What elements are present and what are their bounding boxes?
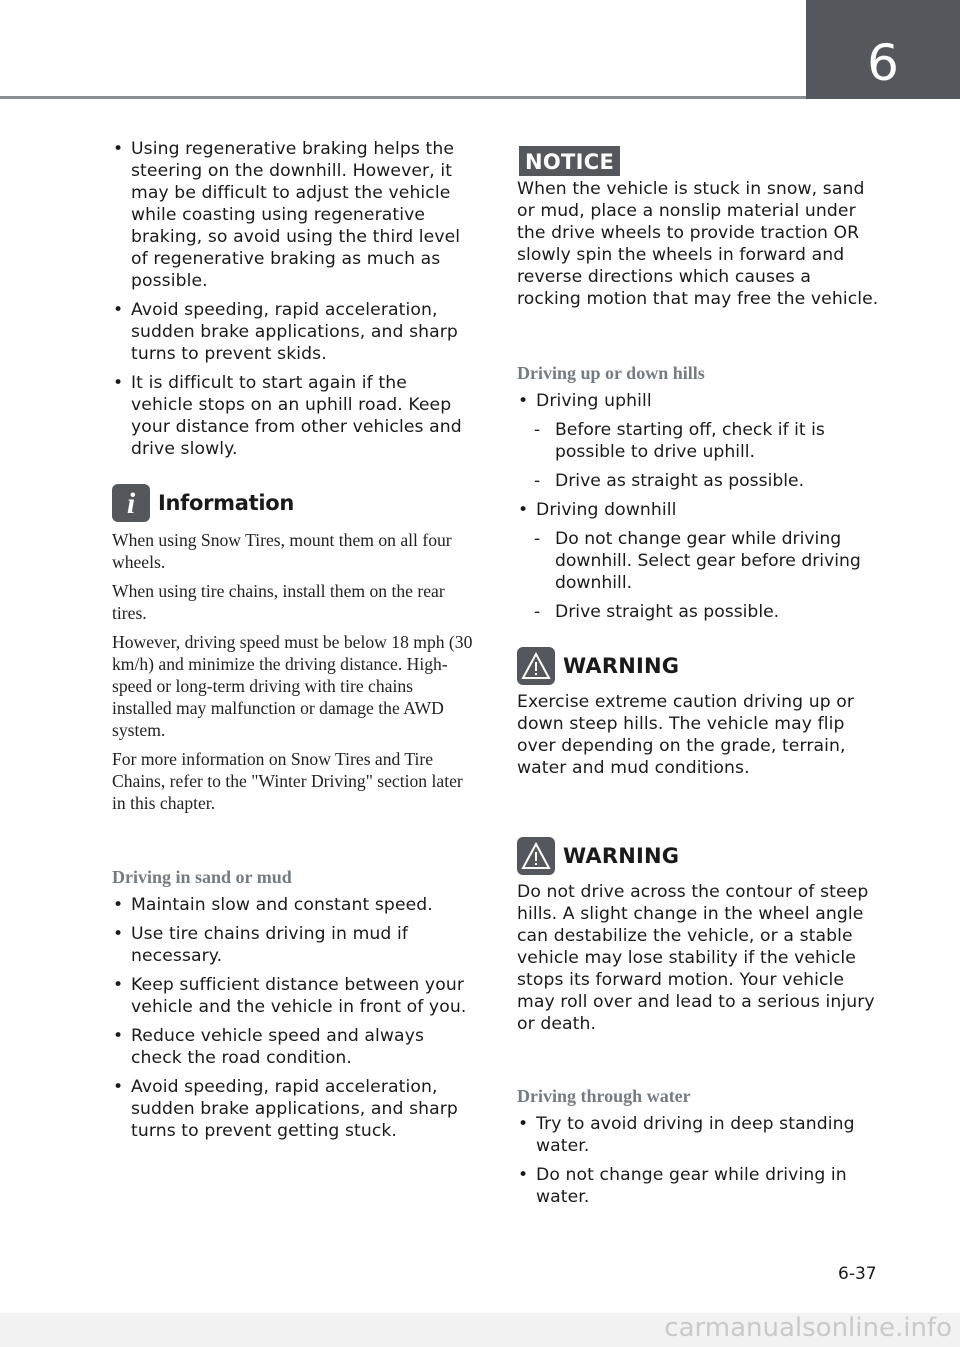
hills-section [517,362,879,623]
warning-triangle-icon [517,837,555,875]
info-paragraph: For more information on Snow Tires and Tire Chains, refer to the "Winter Driving" section later in this chapter. [112,749,463,813]
warning-text: Exercise extreme caution driving up or down steep hills. The vehicle may flip over depending on the grade, terrain, water and mud conditions. [517,692,855,778]
list-item: • Try to avoid driving in deep standing water. [518,1114,855,1156]
list-item: • Reduce vehicle speed and always check the road condition. [113,1026,425,1068]
sub-list-item: - Drive straight as possible. [534,602,780,622]
warning-title: WARNING [563,844,680,868]
sand-mud-section [112,866,474,1142]
warning-box-1 [517,647,879,779]
warning-text: Do not drive across the contour of steep hills. A slight change in the wheel angle can destabilize the vehicle, or a stable vehicle may lose stability if the vehicle stops its forward motion. Your vehicle may roll over and lead to a serious injury or death. [517,882,875,1034]
header-rule [0,96,806,99]
list-item: • Do not change gear while driving in water. [518,1165,847,1207]
warning-title: WARNING [563,654,680,678]
list-item: • Driving uphill [518,391,652,411]
list-item: • Avoid speeding, rapid acceleration, sudden brake applications, and sharp turns to prevent skids. [113,300,458,364]
notice-box [517,146,879,310]
water-section [517,1085,879,1208]
list-item: • Using regenerative braking helps the steering on the downhill. However, it may be difficult to adjust the vehicle while coasting using regenerative braking, so avoid using the third level of regenerative braking as much as possible. [113,139,461,291]
list-item: • Maintain slow and constant speed. [113,895,433,915]
sub-list-item: - Before starting off, check if it is possible to drive uphill. [534,420,825,462]
list-item: • It is difficult to start again if the vehicle stops on an uphill road. Keep your distance from other vehicles and drive slowly. [113,373,462,459]
left-column [112,138,474,1149]
chapter-tab: 6 [806,0,960,99]
watermark-text[interactable]: carmanualsonline.info [664,1313,952,1343]
list-item: • Keep sufficient distance between your vehicle and the vehicle in front of you. [113,975,467,1017]
info-paragraph: When using Snow Tires, mount them on all four wheels. [112,530,452,572]
info-paragraph: However, driving speed must be below 18 mph (30 km/h) and minimize the driving distance. High-speed or long-term driving with tire chains installed may malfunction or damage the AWD system. [112,632,473,740]
section-heading: Driving in sand or mud [112,867,292,887]
information-box [112,484,474,814]
page-number: 6-37 [838,1264,877,1284]
watermark-bar [0,1313,960,1347]
sub-list-item: - Do not change gear while driving downhill. Select gear before driving downhill. [534,529,861,593]
information-title: Information [158,491,295,515]
warning-box-2 [517,837,879,1035]
notice-badge: NOTICE [519,146,620,176]
list-item: • Use tire chains driving in mud if necessary. [113,924,409,966]
list-item: • Driving downhill [518,500,677,520]
section-heading: Driving through water [517,1086,691,1106]
warning-triangle-icon [517,647,555,685]
notice-text: When the vehicle is stuck in snow, sand or mud, place a nonslip material under the drive wheels to provide traction OR slowly spin the wheels in forward and reverse directions which causes a rocking motion that may free the vehicle. [517,179,879,309]
information-icon: i [112,484,150,522]
sub-list-item: - Drive as straight as possible. [534,471,805,491]
list-item: • Avoid speeding, rapid acceleration, sudden brake applications, and sharp turns to prevent getting stuck. [113,1077,458,1141]
info-paragraph: When using tire chains, install them on the rear tires. [112,581,445,623]
right-column [517,146,879,1215]
section-heading: Driving up or down hills [517,363,705,383]
